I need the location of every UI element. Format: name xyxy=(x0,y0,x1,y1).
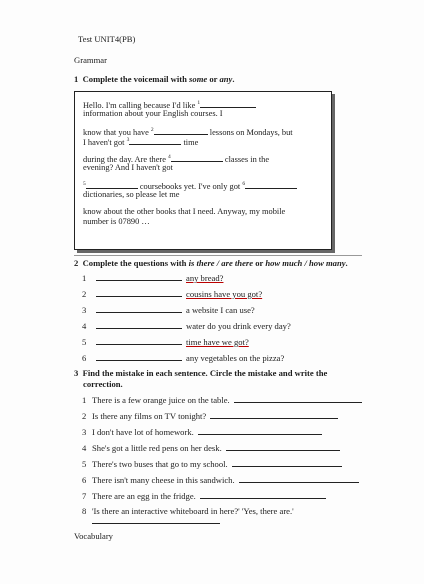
gap-2[interactable] xyxy=(154,126,208,135)
gap-5[interactable] xyxy=(86,180,138,189)
voicemail-line: I haven't got $^3$ time xyxy=(83,137,199,147)
voicemail-line: number is 07890 … xyxy=(83,217,150,226)
sentence-row: 5 There's two buses that go to my school. xyxy=(82,458,342,469)
correction-blank[interactable] xyxy=(239,474,359,483)
correction-blank[interactable] xyxy=(226,442,340,451)
answer-blank[interactable] xyxy=(96,272,182,281)
sentence-row: 7 There are an egg in the fridge. xyxy=(82,490,326,501)
section-heading-grammar: Grammar xyxy=(74,55,107,65)
voicemail-line: evening? And I haven't got xyxy=(83,163,173,172)
sentence-row: 6 There isn't many cheese in this sandwich. xyxy=(82,474,359,485)
sentence-row: 3 I don't have lot of homework. xyxy=(82,426,322,437)
answer-blank[interactable] xyxy=(96,320,182,329)
voicemail-box xyxy=(74,91,332,250)
question-row: 6 any vegetables on the pizza? xyxy=(82,353,285,363)
correction-blank[interactable] xyxy=(210,410,338,419)
sentence-row: 4 She's got a little red pens on her desk. xyxy=(82,442,340,453)
question-row: 2 cousins have you got? xyxy=(82,289,263,299)
question-row: 4 water do you drink every day? xyxy=(82,321,291,331)
voicemail-line: know that you have $^2$ lessons on Mondays, but xyxy=(83,127,293,137)
exercise-1-instruction: 1 Complete the voicemail with some or any. xyxy=(74,74,235,84)
question-row: 5 time have we got? xyxy=(82,337,249,347)
answer-blank[interactable] xyxy=(96,352,182,361)
correction-blank[interactable] xyxy=(198,426,322,435)
answer-blank[interactable] xyxy=(96,304,182,313)
test-title: Test UNIT4(PB) xyxy=(78,34,136,44)
sentence-row: 2 Is there any films on TV tonight? xyxy=(82,410,338,421)
correction-blank[interactable] xyxy=(200,490,326,499)
sentence-row: 1 There is a few orange juice on the table. xyxy=(82,394,362,405)
exercise-3-instruction: 3 Find the mistake in each sentence. Circle the mistake and write the correction. xyxy=(74,368,328,389)
gap-1[interactable] xyxy=(200,99,256,108)
voicemail-line: during the day. Are there $^4$ classes in the xyxy=(83,154,270,164)
voicemail-line: information about your English courses. I xyxy=(83,109,223,118)
section-heading-vocabulary: Vocabulary xyxy=(74,531,113,541)
gap-6[interactable] xyxy=(245,180,297,189)
correction-blank[interactable] xyxy=(232,458,342,467)
answer-blank[interactable] xyxy=(96,336,182,345)
exercise-2-instruction: 2 Complete the questions with is there / are there or how much / how many. xyxy=(74,258,348,268)
divider xyxy=(74,255,362,256)
correction-blank[interactable] xyxy=(234,394,362,403)
question-row: 3 a website I can use? xyxy=(82,305,255,315)
voicemail-line: Hello. I'm calling because I'd like $^1$ xyxy=(83,99,256,111)
correction-blank[interactable] xyxy=(92,523,220,524)
voicemail-line: know about the other books that I need. Anyway, my mobile xyxy=(83,207,286,216)
gap-3[interactable] xyxy=(129,136,181,145)
voicemail-line: $^5$ coursebooks yet. I've only got $^6$ xyxy=(83,180,297,192)
answer-blank[interactable] xyxy=(96,288,182,297)
gap-4[interactable] xyxy=(171,153,223,162)
voicemail-line: dictionaries, so please let me xyxy=(83,190,180,199)
question-row: 1 any bread? xyxy=(82,273,224,283)
sentence-row: 8 'Is there an interactive whiteboard in here?' 'Yes, there are.' xyxy=(82,506,294,516)
